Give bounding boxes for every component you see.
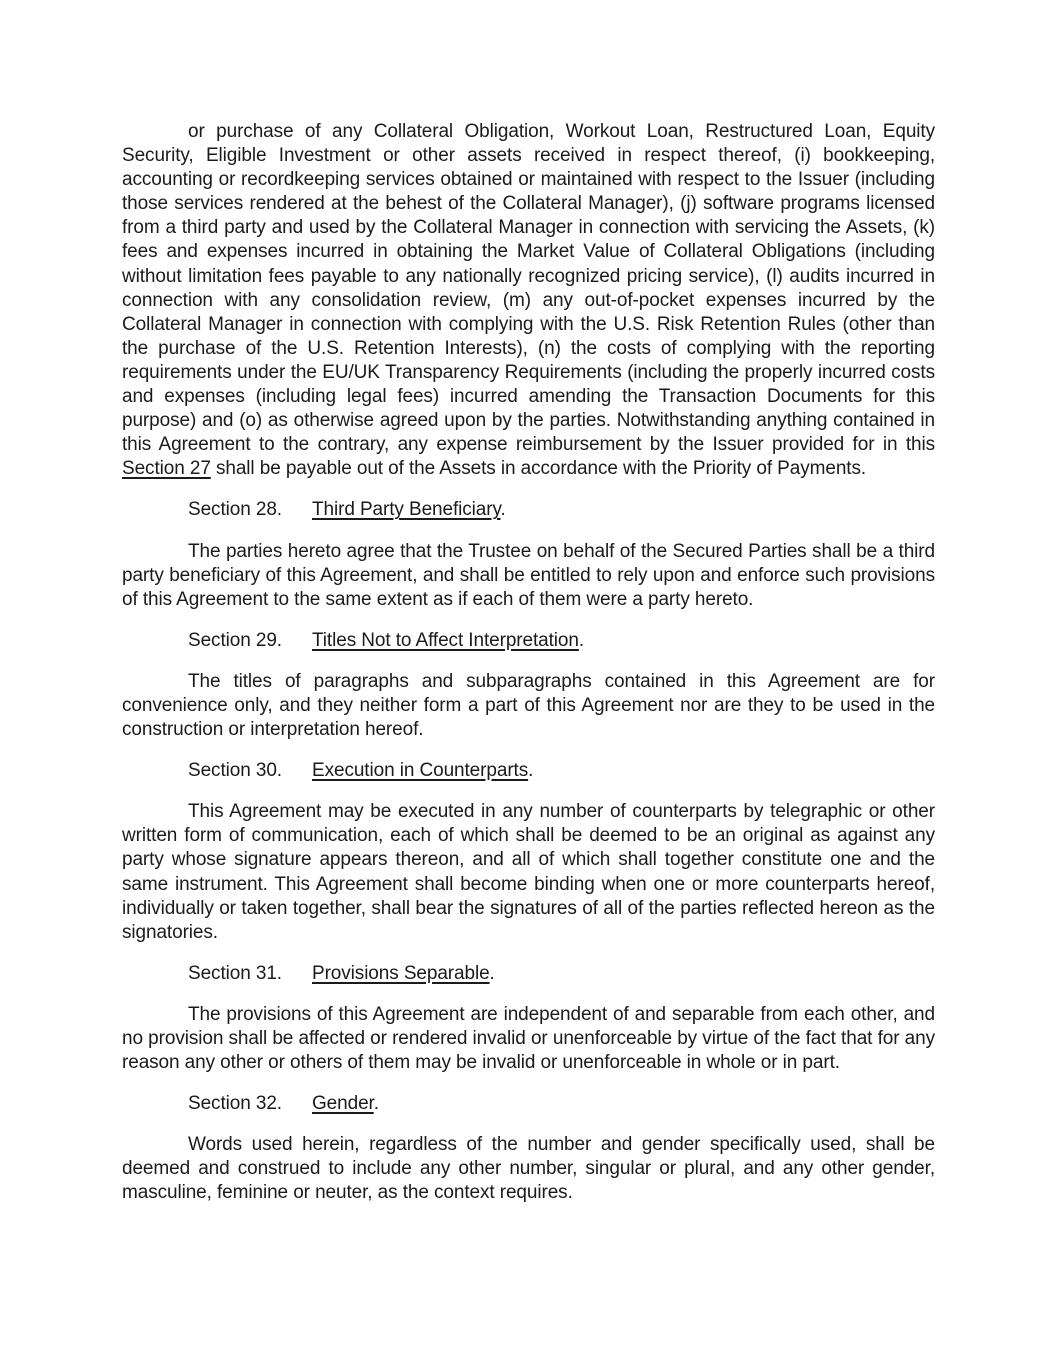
section-29-title-period: .: [578, 629, 585, 651]
section-30-title-period: .: [528, 760, 534, 782]
document-content: [122, 120, 935, 1223]
section-32-heading: [122, 1092, 935, 1116]
section-29-number: Section 29.: [188, 629, 282, 651]
section-30-number: Section 30.: [188, 760, 282, 782]
continuation-text-before: or purchase of any Collateral Obligation, Workout Loan, Restructured Loan, Equity Security, Eligible Investment or other assets received in respect thereof, (i) bookkeeping, accounting or recordkeeping services obtained or maintained with respect to the Issuer (including those services rendered at the behest of the Collateral Manager), (j) software programs licensed from a third party and used by the Collateral Manager in connection with servicing the Assets, (k) fees and expenses incurred in obtaining the Market Value of Collateral Obligations (including without limitation fees payable to any nationally recognized pricing service), (l) audits incurred in connection with any consolidation review, (m) any out-of-pocket expenses incurred by the Collateral Manager in connection with complying with the U.S. Risk Retention Rules (other than the purchase of the U.S. Retention Interests), (n) the costs of complying with the reporting requirements under the EU/UK Transparency Requirements (including the properly incurred costs and expenses (including legal fees) incurred amending the Transaction Documents for this purpose) and (o) as otherwise agreed upon by the parties. Notwithstanding anything contained in this Agreement to the contrary, any expense reimbursement by the Issuer provided for in this: [122, 121, 935, 456]
section-32-body: Words used herein, regardless of the number and gender specifically used, shall be deemed and construed to include any other number, singular or plural, and any other gender, masculine, feminine or neuter, as the context requires.: [122, 1134, 935, 1204]
section-28-title-period: .: [500, 499, 506, 521]
section-31-number: Section 31.: [188, 962, 282, 984]
section-32-number: Section 32.: [188, 1093, 282, 1115]
section-30-heading: [122, 759, 935, 783]
section-27-reference: Section 27: [122, 458, 211, 480]
section-28-number: Section 28.: [188, 499, 282, 521]
section-31-title: Provisions Separable: [312, 962, 490, 984]
continuation-text-after: shall be payable out of the Assets in accordance with the Priority of Payments.: [210, 458, 867, 480]
section-28-title: Third Party Beneficiary: [312, 499, 501, 521]
section-30-title: Execution in Counterparts: [312, 760, 529, 782]
section-29-body: The titles of paragraphs and subparagraphs contained in this Agreement are for convenience only, and they neither form a part of this Agreement nor are they to be used in the construction or interpretation hereof.: [122, 670, 935, 741]
section-31-title-period: .: [489, 962, 495, 984]
section-28-heading: [122, 498, 935, 522]
section-31-body: The provisions of this Agreement are independent of and separable from each other, and no provision shall be affected or rendered invalid or unenforceable by virtue of the fact that for any reason any other or others of them may be invalid or unenforceable in whole or in part.: [122, 1003, 935, 1074]
continuation-paragraph: [122, 120, 935, 481]
section-28-body: The parties hereto agree that the Trustee on behalf of the Secured Parties shall be a third party beneficiary of this Agreement, and shall be entitled to rely upon and enforce such provisions of this Agreement to the same extent as if each of them were a party hereto.: [122, 540, 935, 610]
section-29-heading: [122, 629, 935, 653]
section-30-body: This Agreement may be executed in any number of counterparts by telegraphic or other written form of communication, each of which shall be deemed to be an original as against any party whose signature appears thereon, and all of which shall together constitute one and the same instrument. This Agreement shall become binding when one or more counterparts hereof, individually or taken together, shall bear the signatures of all of the parties reflected hereon as the signatories.: [122, 801, 935, 943]
section-32-title: Gender: [312, 1093, 374, 1115]
section-29-title: Titles Not to Affect Interpretation: [312, 629, 579, 651]
section-32-title-period: .: [373, 1093, 379, 1115]
section-31-heading: [122, 962, 935, 986]
